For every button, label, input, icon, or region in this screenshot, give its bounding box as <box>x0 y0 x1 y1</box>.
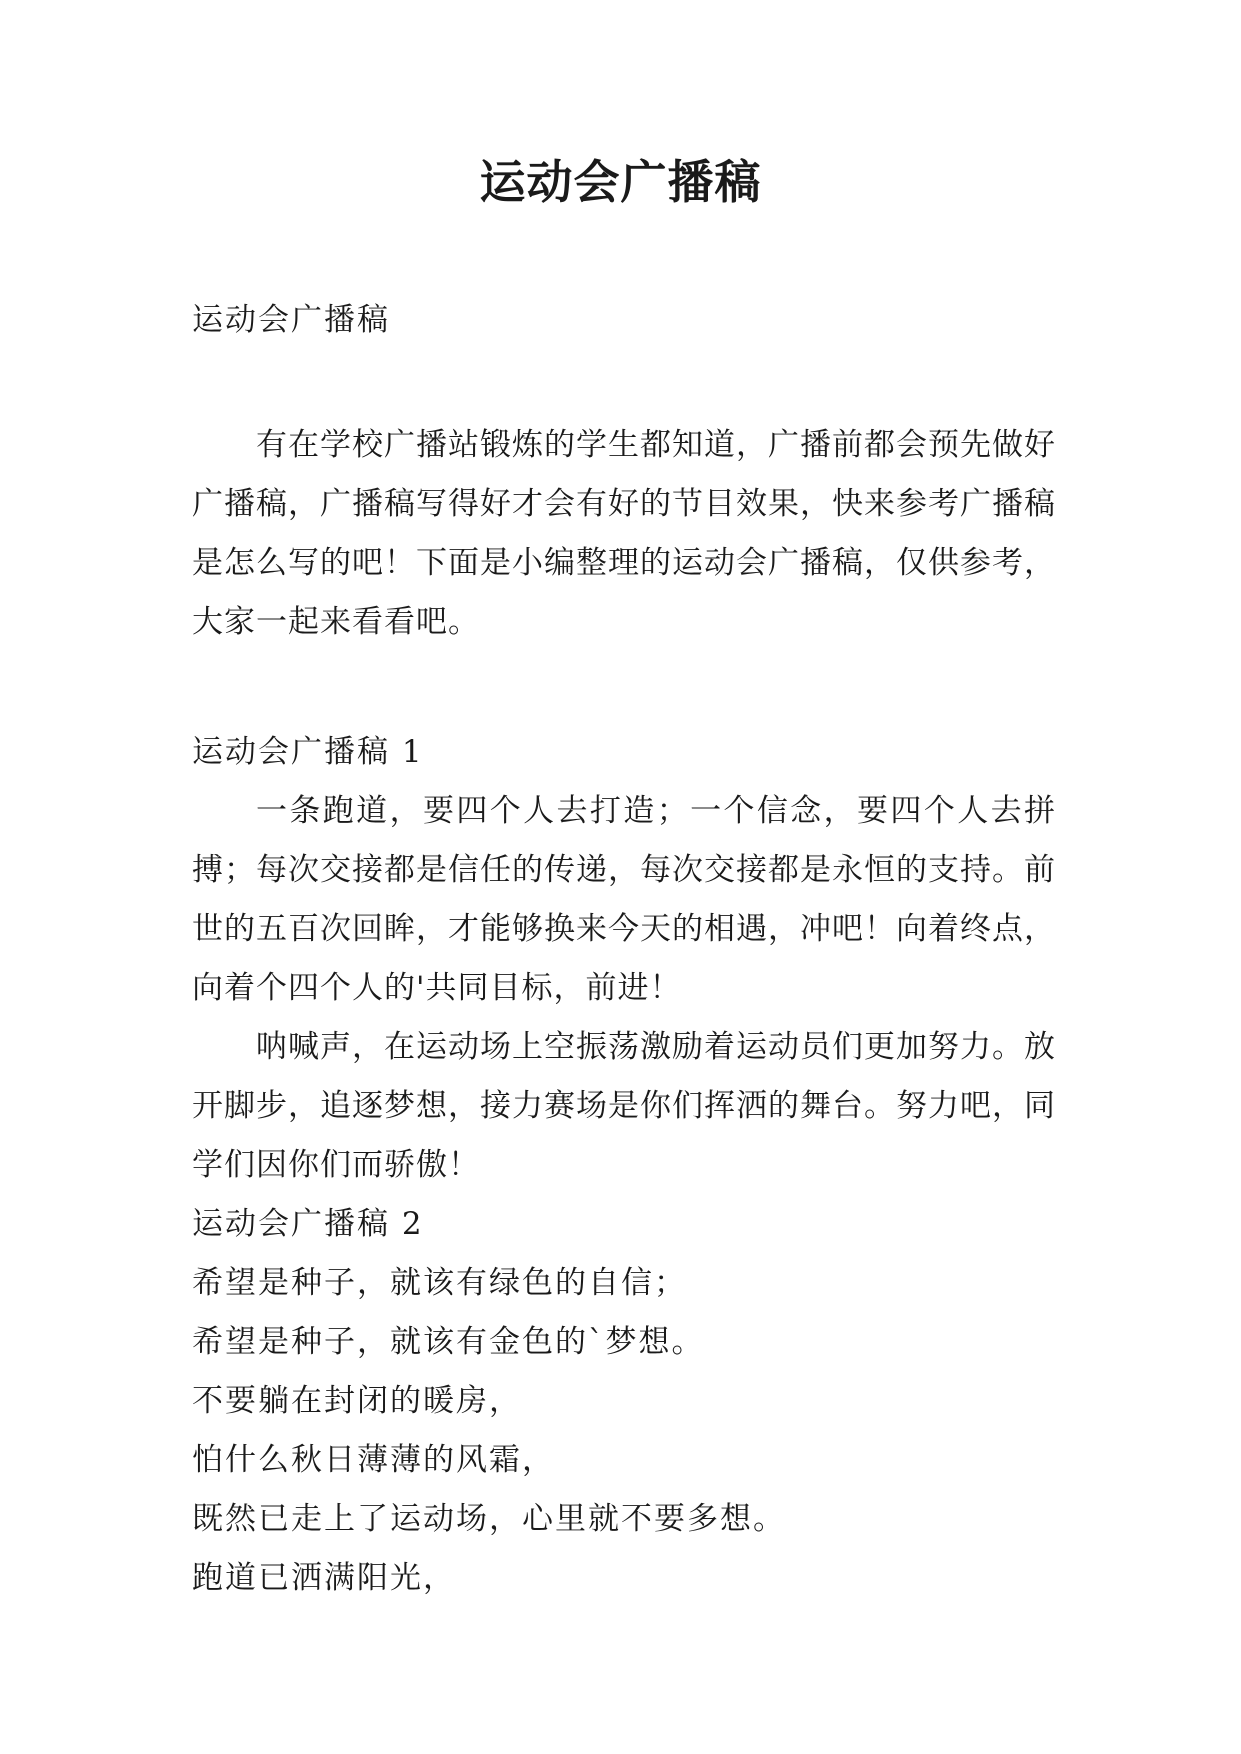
poem-line: 跑道已洒满阳光， <box>192 1560 456 1596</box>
intro-paragraph: 有在学校广播站锻炼的学生都知道，广播前都会预先做好广播稿，广播稿写得好才会有好的节目效果，快来参考广播稿是怎么写的吧！下面是小编整理的运动会广播稿，仅供参考，大家一起来看看吧。 <box>192 427 1056 640</box>
document-body <box>192 291 1056 1608</box>
section-1-heading: 运动会广播稿 1 <box>192 734 424 770</box>
poem-line: 希望是种子，就该有金色的`梦想。 <box>192 1324 705 1360</box>
spacer <box>192 652 1056 723</box>
section-2-heading: 运动会广播稿 2 <box>192 1206 424 1242</box>
section-1-paragraph-2: 呐喊声，在运动场上空振荡激励着运动员们更加努力。放开脚步，追逐梦想，接力赛场是你们挥洒的舞台。努力吧，同学们因你们而骄傲！ <box>192 1029 1056 1183</box>
spacer <box>192 350 1056 416</box>
poem-line: 既然已走上了运动场，心里就不要多想。 <box>192 1501 786 1537</box>
poem-line: 希望是种子，就该有绿色的自信； <box>192 1265 687 1301</box>
document-title: 运动会广播稿 <box>479 155 762 209</box>
section-1-paragraph-1: 一条跑道，要四个人去打造；一个信念，要四个人去拼搏；每次交接都是信任的传递，每次交接都是永恒的支持。前世的五百次回眸，才能够换来今天的相遇，冲吧！向着终点，向着个四个人的'共同目标，前进！ <box>192 793 1056 1006</box>
poem-line: 不要躺在封闭的暖房， <box>192 1383 522 1419</box>
document-subtitle: 运动会广播稿 <box>192 302 390 338</box>
poem-line: 怕什么秋日薄薄的风霜， <box>192 1442 555 1478</box>
